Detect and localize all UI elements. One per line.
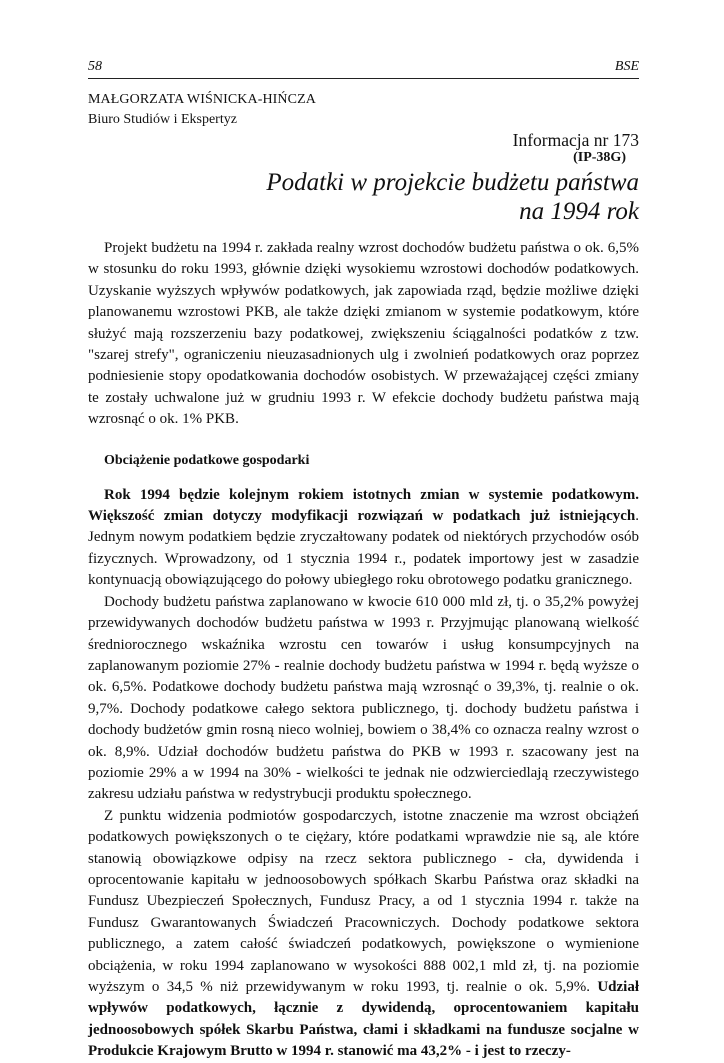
intro-paragraph: Projekt budżetu na 1994 r. zakłada realny wzrost dochodów budżetu państwa o ok. 6,5% w stosunku do roku 1993, głównie dzięki wysokiemu wzrostowi dochodów podatkowych. Uzyskanie wyższych wpływów podatkowych, jak zapowiada rząd, będzie możliwe dzięki planowanemu wzrostowi PKB, ale także dzięki zmianom w systemie podatkowym, które służyć mają rozszerzeniu bazy podatkowej, zwiększeniu ściągalności podatków z tzw. "szarej strefy", ograniczeniu nieuzasadnionych ulg i zwolnień podatkowych oraz poprzez podniesienie stopy opodatkowania dochodów osobistych. W przeważającej części zmiany te zostały uchwalone już w grudniu 1993 r. W efekcie dochody budżetu państwa mają wzrosnąć o ok. 1% PKB. [88, 240, 639, 428]
running-header [88, 58, 639, 79]
document-body [88, 238, 639, 1063]
author-name: MAŁGORZATA WIŚNICKA-HIŃCZA [88, 92, 316, 107]
info-number: Informacja nr 173 [512, 130, 639, 150]
section-heading: Obciążenie podatkowe gospodarki [104, 452, 310, 468]
paragraph-2 [88, 485, 639, 592]
title-line-1: Podatki w projekcie budżetu państwa [266, 169, 639, 196]
paragraph-4-bold: Udział wpływów podatkowych, łącznie z dywidendą, oprocentowaniem kapitału jednoosobowych spółek Skarbu Państwa, cłami i składkami na fundusze socjalne w Produkcie Krajowym Brutto w 1994 r. stanowić ma 43,2% - i jest to rzeczy- [88, 979, 639, 1060]
page-number: 58 [88, 59, 102, 74]
publication-label: BSE [614, 59, 639, 74]
paragraph-4 [88, 806, 639, 1063]
paragraph-4-plain: Z punktu widzenia podmiotów gospodarczych, istotne znaczenie ma wzrost obciążeń podatkowych powiększonych o te ciężary, które podatkami wprawdzie nie są, ale które stanowią obowiązkowe odpisy na rzecz sektora publicznego - cła, dywidenda i oprocentowanie kapitału w jednoosobowych spółkach Skarbu Państwa oraz składki na Fundusz Ubezpieczeń Społecznych, Fundusz Pracy, a od 1 stycznia 1994 r. także na Fundusz Gwarantowanych Świadczeń Pracowniczych. Dochody podatkowe sektora publicznego, a zatem całość świadczeń podatkowych, powiększone o wymienione obciążenia, w roku 1994 zaplanowano w wysokości 888 002,1 mld zł, tj. na poziomie wyższym o 34,5 % niż przewidywanym w roku 1993, tj. realnie o ok. 5,9%. [88, 807, 639, 995]
paragraph-2-bold: Rok 1994 będzie kolejnym rokiem istotnych zmian w systemie podatkowym. Większość zmian dotyczy modyfikacji rozwiązań w podatkach już istniejących [88, 486, 639, 525]
document-title [266, 168, 639, 226]
info-code: (IP-38G) [573, 150, 626, 165]
paragraph-3: Dochody budżetu państwa zaplanowano w kwocie 610 000 mld zł, tj. o 35,2% powyżej przewidywanych dochodów budżetu państwa w 1993 r. Przyjmując planowaną wielkość średniorocznego wskaźnika wzrostu cen towarów i usług konsumpcyjnych na zaplanowanym poziomie 27% - realnie dochody budżetu państwa w 1994 r. będą wyższe o ok. 6,5%. Podatkowe dochody budżetu państwa mają wzrosnąć o 39,3%, tj. realnie o ok. 9,7%. Dochody podatkowe całego sektora publicznego, tj. dochody budżetu państwa i dochody budżetów gmin rosną nieco wolniej, bowiem o 38,4% co oznacza realny wzrost o ok. 8,9%. Udział dochodów budżetu państwa do PKB w 1993 r. szacowany jest na poziomie 29% a w 1994 na 30% - wielkości te jednak nie odzwierciedlają rzeczywistego zakresu udziału państwa w redystrybucji produktu społecznego. [88, 593, 639, 803]
paragraph-2-rest: . Jednym nowym podatkiem będzie zryczałtowany podatek od niektórych przychodów osób fizycznych. Wprowadzony, od 1 stycznia 1994 r., podatek importowy jest w zasadzie kontynuacją obowiązującego do połowy ubiegłego roku obrotowego podatku granicznego. [88, 508, 639, 589]
title-line-2: na 1994 rok [519, 198, 639, 225]
author-affiliation: Biuro Studiów i Ekspertyz [88, 112, 237, 127]
